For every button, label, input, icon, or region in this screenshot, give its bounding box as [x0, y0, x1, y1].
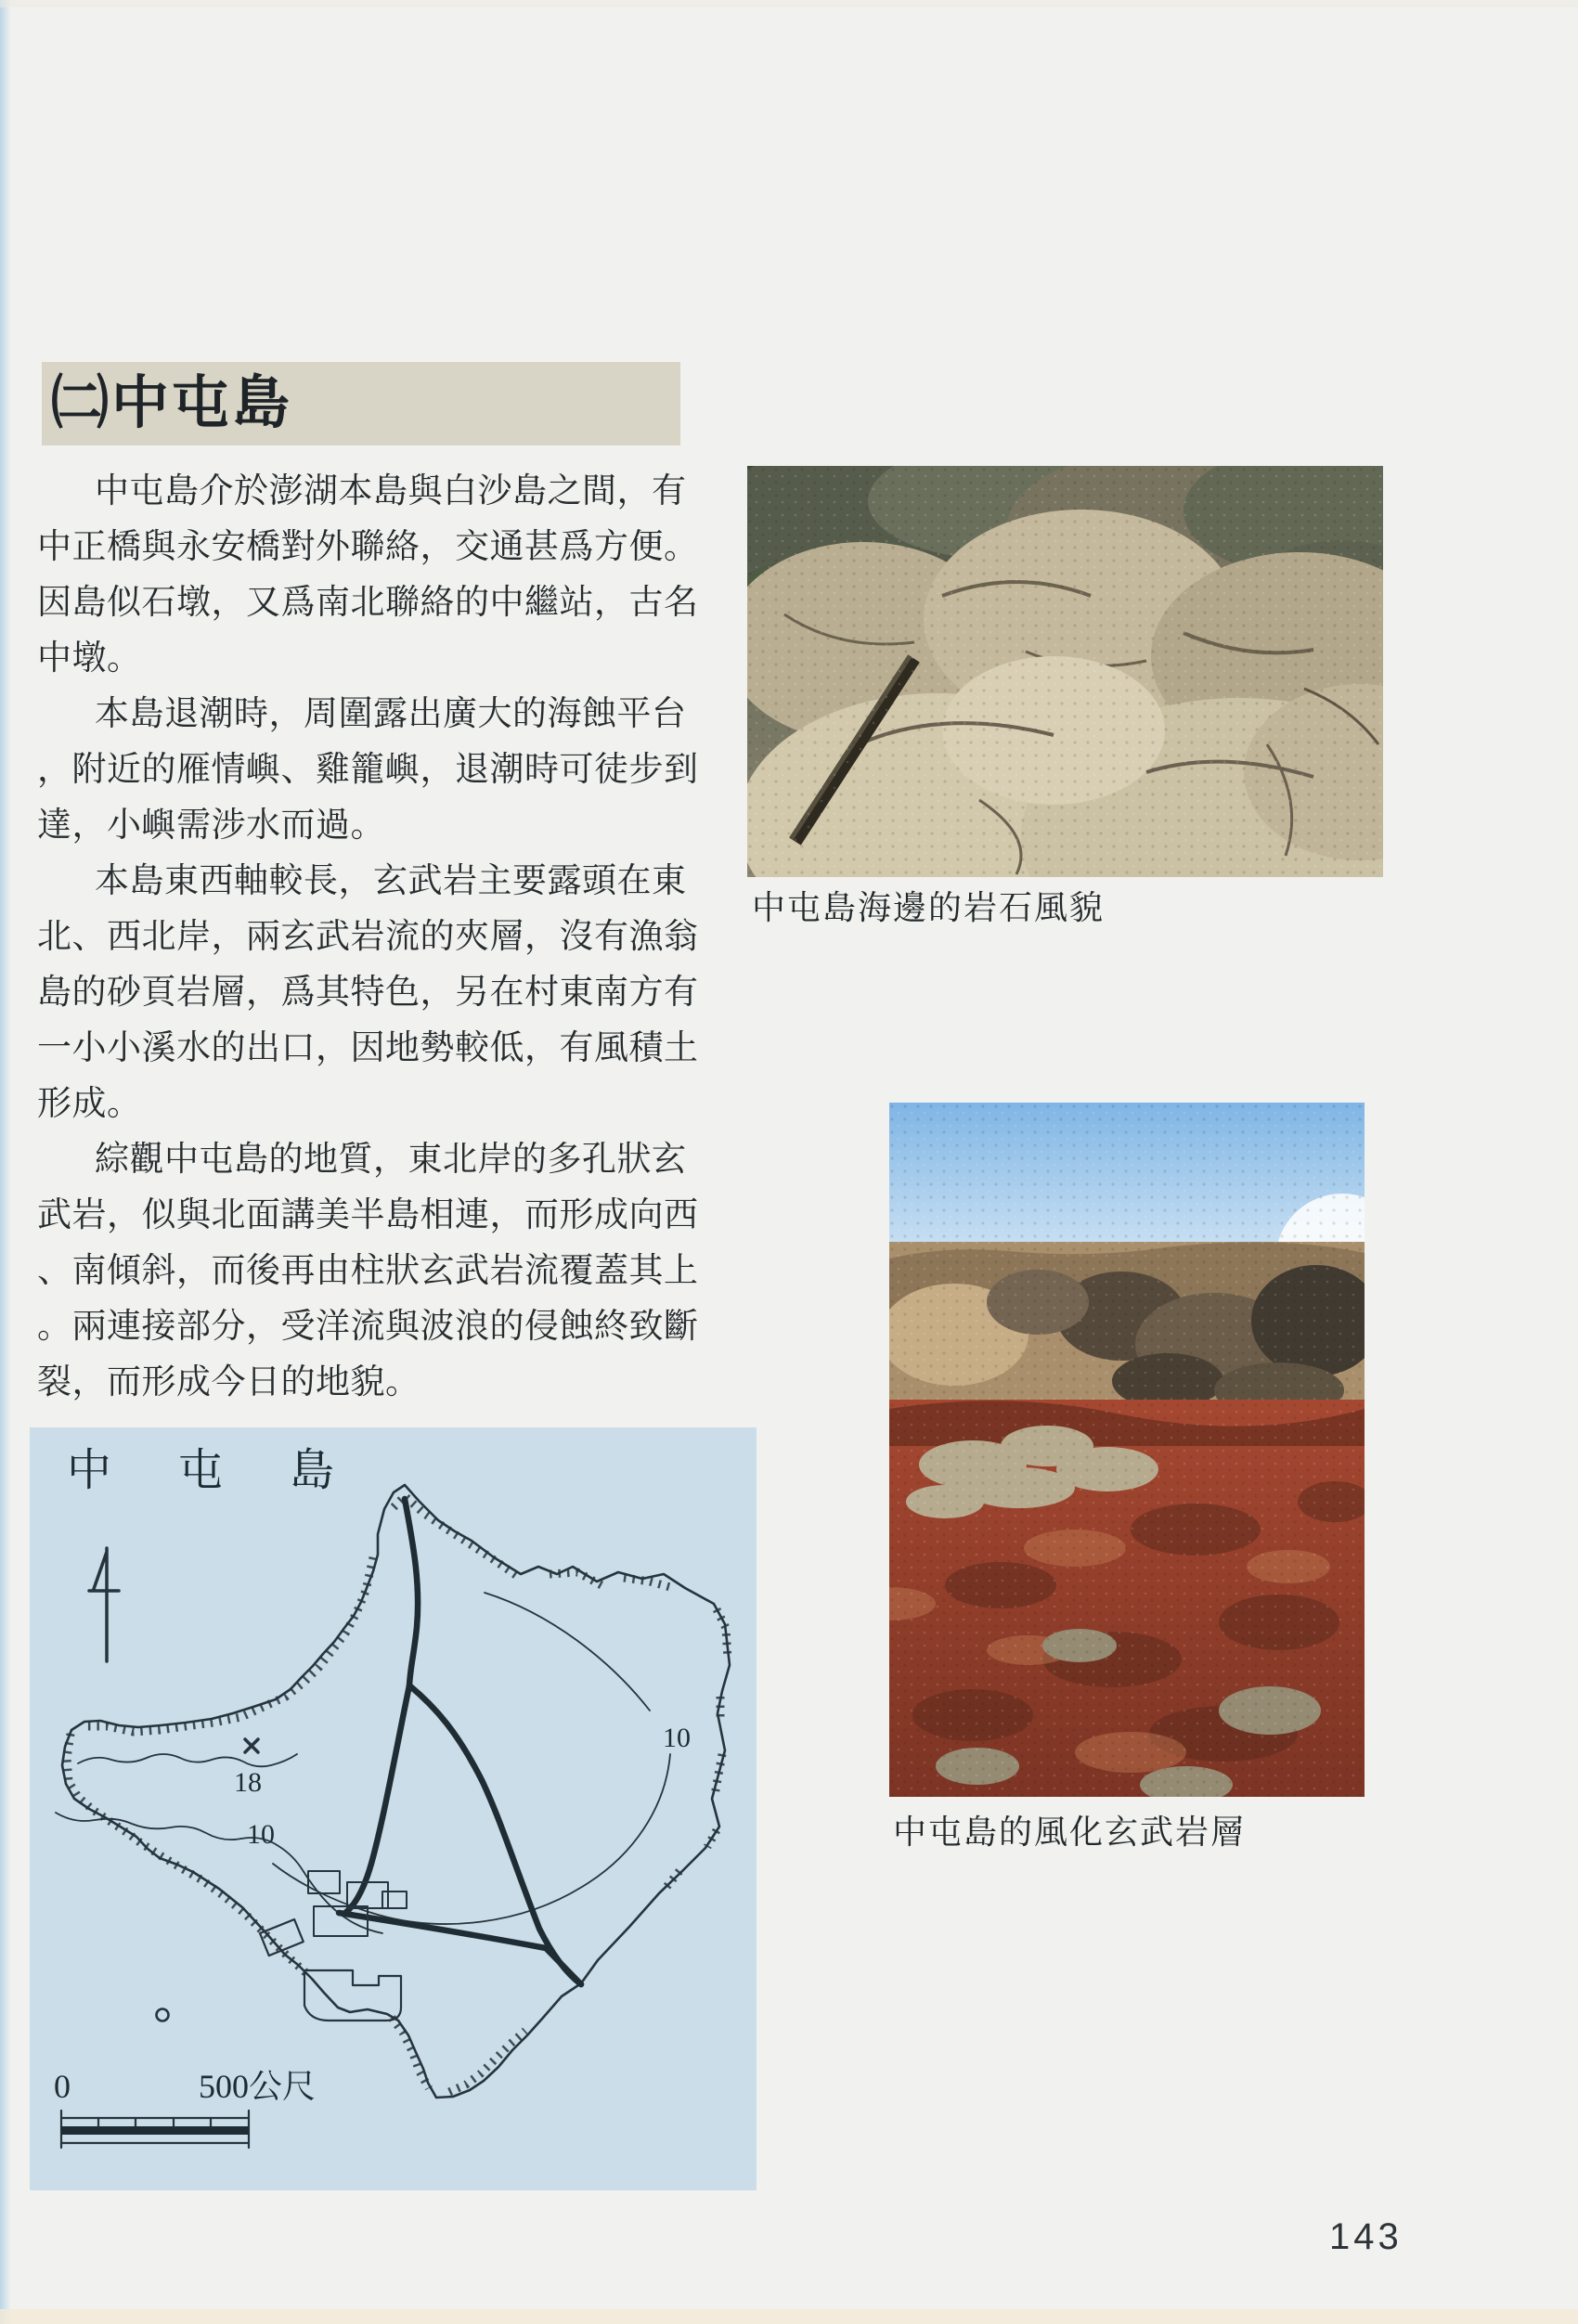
body-line: 本島東西軸較長，玄武岩主要露頭在東 — [95, 862, 687, 900]
body-line: 形成。 — [37, 1085, 142, 1123]
body-line: 北、西北岸，兩玄武岩流的夾層，沒有漁翁 — [37, 918, 699, 956]
body-line: ，附近的雁情嶼、雞籠嶼，退潮時可徒步到 — [37, 751, 699, 789]
body-line: 一小小溪水的出口，因地勢較低，有風積土 — [37, 1029, 699, 1067]
body-line: 武岩，似與北面講美半島相連，而形成向西 — [37, 1196, 699, 1234]
photo-caption-basalt: 中屯島的風化玄武岩層 — [893, 1813, 1247, 1851]
body-line: 島的砂頁岩層，爲其特色，另在村東南方有 — [37, 974, 699, 1012]
body-line: 中正橋與永安橋對外聯絡，交通甚爲方便。 — [37, 528, 699, 566]
body-line: 。兩連接部分，受洋流與波浪的侵蝕終致斷 — [37, 1308, 699, 1346]
map-scale-zero: 0 — [54, 2068, 71, 2105]
shore-rocks-image — [747, 466, 1383, 877]
page-edge-tint-left — [0, 0, 11, 2324]
body-line: 因島似石墩，又爲南北聯絡的中繼站，古名 — [37, 584, 699, 622]
body-line: 、南傾斜，而後再由柱狀玄武岩流覆蓋其上 — [37, 1252, 699, 1290]
map-label-summit-height: 18 — [234, 1767, 262, 1798]
weathered-basalt-image — [889, 1103, 1365, 1797]
photo-caption-shore: 中屯島海邊的岩石風貌 — [752, 888, 1106, 926]
map-scale-label: 500公尺 — [199, 2068, 317, 2105]
map-sea-background — [30, 1427, 757, 2190]
body-line: 綜觀中屯島的地質，東北岸的多孔狀玄 — [95, 1141, 687, 1179]
body-text — [37, 464, 698, 1411]
page-number: 143 — [1329, 2216, 1403, 2257]
page-edge-tint-bottom — [0, 2309, 1578, 2324]
page-edge-tint-top — [0, 0, 1578, 7]
map-title: 中 屯 島 — [67, 1446, 346, 1495]
body-line: 達，小嶼需涉水而過。 — [37, 807, 385, 845]
section-heading-band — [42, 362, 680, 445]
body-line: 中墩。 — [37, 639, 142, 678]
body-line: 中屯島介於澎湖本島與白沙島之間，有 — [95, 472, 687, 510]
map-label-contour-right: 10 — [663, 1723, 691, 1753]
body-line: 裂，而形成今日的地貌。 — [37, 1363, 420, 1401]
map-label-contour-left: 10 — [247, 1819, 275, 1850]
photo-shore-rocks — [747, 466, 1383, 877]
section-heading: ㈡中屯島 — [51, 372, 293, 435]
photo-weathered-basalt — [889, 1103, 1365, 1797]
body-line: 本島退潮時，周圍露出廣大的海蝕平台 — [95, 695, 687, 733]
island-map — [30, 1427, 757, 2190]
